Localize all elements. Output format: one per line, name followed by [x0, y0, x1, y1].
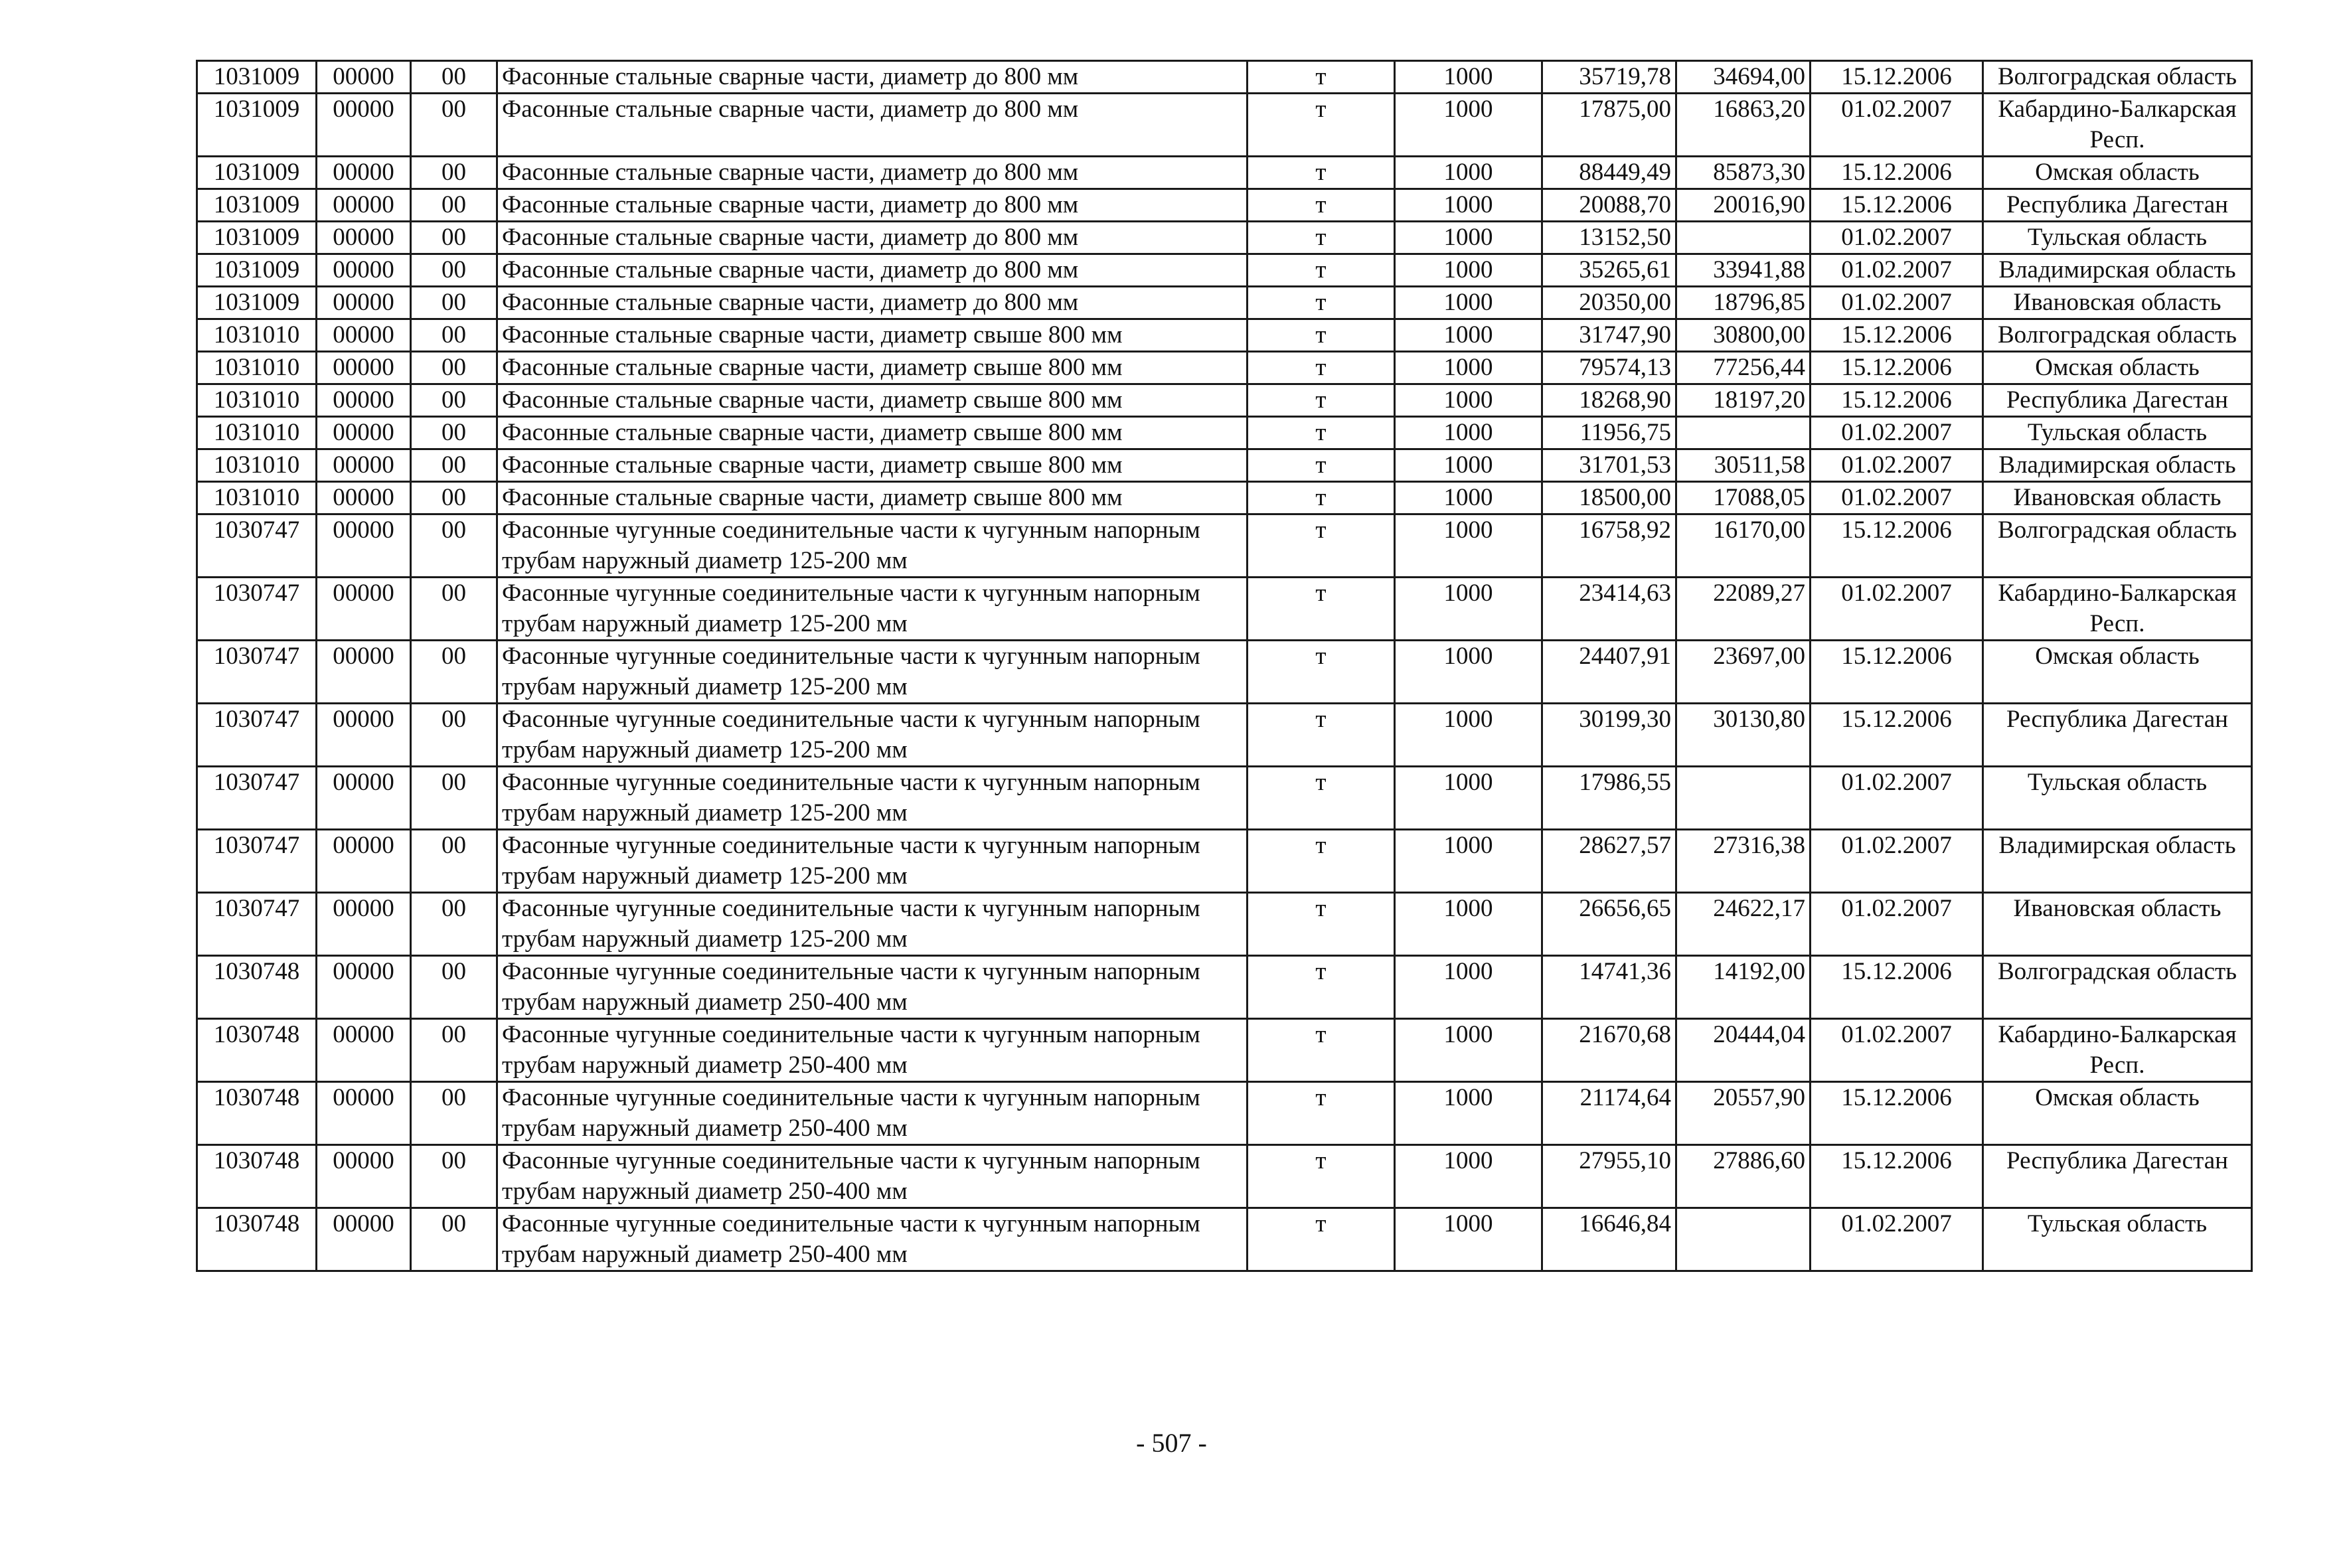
unit-cell: т — [1248, 1019, 1395, 1082]
item-code-cell: 1031010 — [197, 482, 317, 514]
item-name-cell: Фасонные чугунные соединительные части к чугунным напорным трубам наружный диаметр 125-200 мм — [497, 514, 1248, 578]
item-name-cell: Фасонные чугунные соединительные части к чугунным напорным трубам наружный диаметр 125-200 мм — [497, 704, 1248, 767]
item-code-cell: 1031009 — [197, 254, 317, 287]
ext-code-cell: 00 — [411, 1082, 497, 1145]
price-cell: 24407,91 — [1542, 641, 1676, 704]
price-excl-cell: 14192,00 — [1676, 956, 1811, 1019]
item-name-cell: Фасонные стальные сварные части, диаметр до 800 мм — [497, 189, 1248, 222]
table-row — [197, 514, 2252, 578]
price-cell: 18268,90 — [1542, 384, 1676, 417]
quantity-cell: 1000 — [1395, 61, 1542, 94]
ext-code-cell: 00 — [411, 704, 497, 767]
sub-code-cell: 00000 — [317, 578, 411, 641]
region-cell: Волгоградская область — [1983, 956, 2252, 1019]
price-excl-cell: 23697,00 — [1676, 641, 1811, 704]
table-row — [197, 384, 2252, 417]
item-name-cell: Фасонные стальные сварные части, диаметр до 800 мм — [497, 157, 1248, 189]
item-code-cell: 1031009 — [197, 287, 317, 319]
date-cell: 15.12.2006 — [1811, 1082, 1983, 1145]
item-code-cell: 1031010 — [197, 352, 317, 384]
item-code-cell: 1030747 — [197, 830, 317, 893]
region-cell: Ивановская область — [1983, 893, 2252, 956]
ext-code-cell: 00 — [411, 578, 497, 641]
item-code-cell: 1030747 — [197, 514, 317, 578]
table-row — [197, 1145, 2252, 1208]
unit-cell: т — [1248, 893, 1395, 956]
quantity-cell: 1000 — [1395, 956, 1542, 1019]
date-cell: 15.12.2006 — [1811, 641, 1983, 704]
item-code-cell: 1030747 — [197, 893, 317, 956]
price-excl-cell — [1676, 417, 1811, 449]
date-cell: 15.12.2006 — [1811, 514, 1983, 578]
date-cell: 01.02.2007 — [1811, 254, 1983, 287]
price-excl-cell: 30130,80 — [1676, 704, 1811, 767]
region-cell: Тульская область — [1983, 767, 2252, 830]
date-cell: 15.12.2006 — [1811, 1145, 1983, 1208]
table-body — [197, 61, 2252, 1271]
quantity-cell: 1000 — [1395, 1082, 1542, 1145]
unit-cell: т — [1248, 1208, 1395, 1271]
unit-cell: т — [1248, 514, 1395, 578]
unit-cell: т — [1248, 319, 1395, 352]
sub-code-cell: 00000 — [317, 1019, 411, 1082]
sub-code-cell: 00000 — [317, 1082, 411, 1145]
item-code-cell: 1030747 — [197, 767, 317, 830]
price-excl-cell: 18197,20 — [1676, 384, 1811, 417]
table-row — [197, 578, 2252, 641]
sub-code-cell: 00000 — [317, 352, 411, 384]
region-cell: Омская область — [1983, 641, 2252, 704]
sub-code-cell: 00000 — [317, 417, 411, 449]
unit-cell: т — [1248, 578, 1395, 641]
ext-code-cell: 00 — [411, 449, 497, 482]
date-cell: 15.12.2006 — [1811, 61, 1983, 94]
price-excl-cell: 18796,85 — [1676, 287, 1811, 319]
region-cell: Ивановская область — [1983, 482, 2252, 514]
quantity-cell: 1000 — [1395, 352, 1542, 384]
date-cell: 01.02.2007 — [1811, 94, 1983, 157]
price-excl-cell: 85873,30 — [1676, 157, 1811, 189]
quantity-cell: 1000 — [1395, 514, 1542, 578]
quantity-cell: 1000 — [1395, 157, 1542, 189]
sub-code-cell: 00000 — [317, 61, 411, 94]
item-code-cell: 1031009 — [197, 157, 317, 189]
price-cell: 35719,78 — [1542, 61, 1676, 94]
item-name-cell: Фасонные чугунные соединительные части к чугунным напорным трубам наружный диаметр 250-400 мм — [497, 1019, 1248, 1082]
price-cell: 88449,49 — [1542, 157, 1676, 189]
table-row — [197, 1019, 2252, 1082]
sub-code-cell: 00000 — [317, 482, 411, 514]
price-excl-cell — [1676, 1208, 1811, 1271]
item-name-cell: Фасонные стальные сварные части, диаметр до 800 мм — [497, 94, 1248, 157]
sub-code-cell: 00000 — [317, 641, 411, 704]
item-name-cell: Фасонные стальные сварные части, диаметр до 800 мм — [497, 61, 1248, 94]
date-cell: 01.02.2007 — [1811, 767, 1983, 830]
quantity-cell: 1000 — [1395, 1019, 1542, 1082]
unit-cell: т — [1248, 94, 1395, 157]
price-excl-cell — [1676, 222, 1811, 254]
region-cell: Республика Дагестан — [1983, 384, 2252, 417]
date-cell: 01.02.2007 — [1811, 1208, 1983, 1271]
unit-cell: т — [1248, 222, 1395, 254]
item-name-cell: Фасонные стальные сварные части, диаметр свыше 800 мм — [497, 449, 1248, 482]
item-name-cell: Фасонные стальные сварные части, диаметр свыше 800 мм — [497, 352, 1248, 384]
table-row — [197, 830, 2252, 893]
item-code-cell: 1030747 — [197, 578, 317, 641]
price-excl-cell: 33941,88 — [1676, 254, 1811, 287]
table-row — [197, 641, 2252, 704]
unit-cell: т — [1248, 1082, 1395, 1145]
item-name-cell: Фасонные чугунные соединительные части к чугунным напорным трубам наружный диаметр 250-400 мм — [497, 956, 1248, 1019]
price-excl-cell: 16170,00 — [1676, 514, 1811, 578]
unit-cell: т — [1248, 956, 1395, 1019]
table-row — [197, 287, 2252, 319]
item-code-cell: 1030748 — [197, 1082, 317, 1145]
table-row — [197, 157, 2252, 189]
quantity-cell: 1000 — [1395, 641, 1542, 704]
ext-code-cell: 00 — [411, 254, 497, 287]
unit-cell: т — [1248, 352, 1395, 384]
date-cell: 01.02.2007 — [1811, 417, 1983, 449]
quantity-cell: 1000 — [1395, 578, 1542, 641]
sub-code-cell: 00000 — [317, 514, 411, 578]
price-excl-cell: 24622,17 — [1676, 893, 1811, 956]
ext-code-cell: 00 — [411, 94, 497, 157]
date-cell: 15.12.2006 — [1811, 704, 1983, 767]
quantity-cell: 1000 — [1395, 287, 1542, 319]
ext-code-cell: 00 — [411, 1145, 497, 1208]
item-code-cell: 1030748 — [197, 1019, 317, 1082]
price-cell: 31701,53 — [1542, 449, 1676, 482]
page-number: - 507 - — [1136, 1428, 1207, 1458]
region-cell: Омская область — [1983, 157, 2252, 189]
price-cell: 35265,61 — [1542, 254, 1676, 287]
price-cell: 21174,64 — [1542, 1082, 1676, 1145]
date-cell: 15.12.2006 — [1811, 157, 1983, 189]
ext-code-cell: 00 — [411, 482, 497, 514]
quantity-cell: 1000 — [1395, 449, 1542, 482]
region-cell: Республика Дагестан — [1983, 189, 2252, 222]
quantity-cell: 1000 — [1395, 384, 1542, 417]
unit-cell: т — [1248, 704, 1395, 767]
date-cell: 15.12.2006 — [1811, 319, 1983, 352]
item-code-cell: 1031009 — [197, 94, 317, 157]
table-row — [197, 1082, 2252, 1145]
unit-cell: т — [1248, 449, 1395, 482]
unit-cell: т — [1248, 830, 1395, 893]
ext-code-cell: 00 — [411, 319, 497, 352]
item-name-cell: Фасонные стальные сварные части, диаметр до 800 мм — [497, 222, 1248, 254]
price-cell: 17875,00 — [1542, 94, 1676, 157]
price-cell: 30199,30 — [1542, 704, 1676, 767]
price-excl-cell: 27316,38 — [1676, 830, 1811, 893]
price-cell: 79574,13 — [1542, 352, 1676, 384]
item-code-cell: 1031009 — [197, 189, 317, 222]
item-code-cell: 1031010 — [197, 384, 317, 417]
ext-code-cell: 00 — [411, 222, 497, 254]
quantity-cell: 1000 — [1395, 893, 1542, 956]
region-cell: Республика Дагестан — [1983, 704, 2252, 767]
item-name-cell: Фасонные чугунные соединительные части к чугунным напорным трубам наружный диаметр 250-400 мм — [497, 1208, 1248, 1271]
ext-code-cell: 00 — [411, 287, 497, 319]
date-cell: 01.02.2007 — [1811, 578, 1983, 641]
sub-code-cell: 00000 — [317, 704, 411, 767]
price-cell: 20350,00 — [1542, 287, 1676, 319]
price-excl-cell: 27886,60 — [1676, 1145, 1811, 1208]
item-name-cell: Фасонные стальные сварные части, диаметр свыше 800 мм — [497, 319, 1248, 352]
table-row — [197, 893, 2252, 956]
region-cell: Кабардино-Балкарская Респ. — [1983, 1019, 2252, 1082]
table-row — [197, 94, 2252, 157]
date-cell: 15.12.2006 — [1811, 384, 1983, 417]
table-row — [197, 417, 2252, 449]
region-cell: Омская область — [1983, 1082, 2252, 1145]
ext-code-cell: 00 — [411, 1019, 497, 1082]
item-name-cell: Фасонные стальные сварные части, диаметр свыше 800 мм — [497, 384, 1248, 417]
item-code-cell: 1030748 — [197, 1208, 317, 1271]
region-cell: Ивановская область — [1983, 287, 2252, 319]
price-excl-cell: 30800,00 — [1676, 319, 1811, 352]
table-row — [197, 704, 2252, 767]
sub-code-cell: 00000 — [317, 94, 411, 157]
ext-code-cell: 00 — [411, 956, 497, 1019]
ext-code-cell: 00 — [411, 189, 497, 222]
item-name-cell: Фасонные чугунные соединительные части к чугунным напорным трубам наружный диаметр 250-400 мм — [497, 1082, 1248, 1145]
unit-cell: т — [1248, 417, 1395, 449]
price-cell: 31747,90 — [1542, 319, 1676, 352]
price-cell: 26656,65 — [1542, 893, 1676, 956]
price-cell: 13152,50 — [1542, 222, 1676, 254]
table-row — [197, 61, 2252, 94]
region-cell: Волгоградская область — [1983, 514, 2252, 578]
ext-code-cell: 00 — [411, 1208, 497, 1271]
unit-cell: т — [1248, 482, 1395, 514]
table-row — [197, 956, 2252, 1019]
ext-code-cell: 00 — [411, 157, 497, 189]
price-cell: 16646,84 — [1542, 1208, 1676, 1271]
region-cell: Тульская область — [1983, 222, 2252, 254]
table-row — [197, 482, 2252, 514]
price-excl-cell — [1676, 767, 1811, 830]
table-row — [197, 222, 2252, 254]
price-excl-cell: 30511,58 — [1676, 449, 1811, 482]
quantity-cell: 1000 — [1395, 319, 1542, 352]
item-name-cell: Фасонные стальные сварные части, диаметр свыше 800 мм — [497, 417, 1248, 449]
unit-cell: т — [1248, 157, 1395, 189]
quantity-cell: 1000 — [1395, 1145, 1542, 1208]
ext-code-cell: 00 — [411, 384, 497, 417]
quantity-cell: 1000 — [1395, 222, 1542, 254]
item-code-cell: 1031010 — [197, 319, 317, 352]
item-code-cell: 1031010 — [197, 417, 317, 449]
item-name-cell: Фасонные чугунные соединительные части к чугунным напорным трубам наружный диаметр 250-400 мм — [497, 1145, 1248, 1208]
item-code-cell: 1030747 — [197, 641, 317, 704]
item-code-cell: 1030748 — [197, 1145, 317, 1208]
price-excl-cell: 77256,44 — [1676, 352, 1811, 384]
price-cell: 14741,36 — [1542, 956, 1676, 1019]
unit-cell: т — [1248, 189, 1395, 222]
item-name-cell: Фасонные стальные сварные части, диаметр до 800 мм — [497, 254, 1248, 287]
ext-code-cell: 00 — [411, 830, 497, 893]
date-cell: 01.02.2007 — [1811, 287, 1983, 319]
unit-cell: т — [1248, 641, 1395, 704]
region-cell: Волгоградская область — [1983, 61, 2252, 94]
region-cell: Волгоградская область — [1983, 319, 2252, 352]
quantity-cell: 1000 — [1395, 94, 1542, 157]
ext-code-cell: 00 — [411, 352, 497, 384]
quantity-cell: 1000 — [1395, 1208, 1542, 1271]
item-name-cell: Фасонные чугунные соединительные части к чугунным напорным трубам наружный диаметр 125-200 мм — [497, 830, 1248, 893]
item-name-cell: Фасонные чугунные соединительные части к чугунным напорным трубам наружный диаметр 125-200 мм — [497, 893, 1248, 956]
quantity-cell: 1000 — [1395, 704, 1542, 767]
price-cell: 16758,92 — [1542, 514, 1676, 578]
table-row — [197, 254, 2252, 287]
table-row — [197, 449, 2252, 482]
sub-code-cell: 00000 — [317, 319, 411, 352]
table-row — [197, 352, 2252, 384]
unit-cell: т — [1248, 254, 1395, 287]
region-cell: Владимирская область — [1983, 830, 2252, 893]
item-code-cell: 1031010 — [197, 449, 317, 482]
ext-code-cell: 00 — [411, 514, 497, 578]
item-code-cell: 1030748 — [197, 956, 317, 1019]
region-cell: Кабардино-Балкарская Респ. — [1983, 94, 2252, 157]
unit-cell: т — [1248, 384, 1395, 417]
sub-code-cell: 00000 — [317, 287, 411, 319]
price-cell: 28627,57 — [1542, 830, 1676, 893]
unit-cell: т — [1248, 767, 1395, 830]
sub-code-cell: 00000 — [317, 956, 411, 1019]
sub-code-cell: 00000 — [317, 254, 411, 287]
sub-code-cell: 00000 — [317, 189, 411, 222]
sub-code-cell: 00000 — [317, 1208, 411, 1271]
sub-code-cell: 00000 — [317, 893, 411, 956]
unit-cell: т — [1248, 1145, 1395, 1208]
price-table — [196, 60, 2253, 1272]
price-cell: 21670,68 — [1542, 1019, 1676, 1082]
item-name-cell: Фасонные стальные сварные части, диаметр до 800 мм — [497, 287, 1248, 319]
ext-code-cell: 00 — [411, 767, 497, 830]
region-cell: Тульская область — [1983, 417, 2252, 449]
item-name-cell: Фасонные чугунные соединительные части к чугунным напорным трубам наружный диаметр 125-200 мм — [497, 767, 1248, 830]
region-cell: Владимирская область — [1983, 449, 2252, 482]
date-cell: 15.12.2006 — [1811, 956, 1983, 1019]
region-cell: Владимирская область — [1983, 254, 2252, 287]
item-code-cell: 1031009 — [197, 222, 317, 254]
price-excl-cell: 20444,04 — [1676, 1019, 1811, 1082]
price-cell: 17986,55 — [1542, 767, 1676, 830]
sub-code-cell: 00000 — [317, 222, 411, 254]
sub-code-cell: 00000 — [317, 449, 411, 482]
unit-cell: т — [1248, 287, 1395, 319]
date-cell: 01.02.2007 — [1811, 482, 1983, 514]
region-cell: Омская область — [1983, 352, 2252, 384]
date-cell: 15.12.2006 — [1811, 189, 1983, 222]
region-cell: Кабардино-Балкарская Респ. — [1983, 578, 2252, 641]
date-cell: 01.02.2007 — [1811, 449, 1983, 482]
sub-code-cell: 00000 — [317, 384, 411, 417]
date-cell: 01.02.2007 — [1811, 1019, 1983, 1082]
price-cell: 11956,75 — [1542, 417, 1676, 449]
price-excl-cell: 17088,05 — [1676, 482, 1811, 514]
quantity-cell: 1000 — [1395, 417, 1542, 449]
sub-code-cell: 00000 — [317, 767, 411, 830]
item-name-cell: Фасонные чугунные соединительные части к чугунным напорным трубам наружный диаметр 125-200 мм — [497, 641, 1248, 704]
sub-code-cell: 00000 — [317, 157, 411, 189]
price-excl-cell: 22089,27 — [1676, 578, 1811, 641]
price-cell: 23414,63 — [1542, 578, 1676, 641]
date-cell: 01.02.2007 — [1811, 893, 1983, 956]
quantity-cell: 1000 — [1395, 189, 1542, 222]
table-row — [197, 189, 2252, 222]
quantity-cell: 1000 — [1395, 830, 1542, 893]
price-cell: 18500,00 — [1542, 482, 1676, 514]
price-excl-cell: 20557,90 — [1676, 1082, 1811, 1145]
sub-code-cell: 00000 — [317, 830, 411, 893]
quantity-cell: 1000 — [1395, 482, 1542, 514]
item-name-cell: Фасонные чугунные соединительные части к чугунным напорным трубам наружный диаметр 125-200 мм — [497, 578, 1248, 641]
ext-code-cell: 00 — [411, 417, 497, 449]
ext-code-cell: 00 — [411, 61, 497, 94]
sub-code-cell: 00000 — [317, 1145, 411, 1208]
region-cell: Тульская область — [1983, 1208, 2252, 1271]
date-cell: 01.02.2007 — [1811, 222, 1983, 254]
item-code-cell: 1031009 — [197, 61, 317, 94]
date-cell: 15.12.2006 — [1811, 352, 1983, 384]
item-name-cell: Фасонные стальные сварные части, диаметр свыше 800 мм — [497, 482, 1248, 514]
table-row — [197, 767, 2252, 830]
region-cell: Республика Дагестан — [1983, 1145, 2252, 1208]
table-row — [197, 319, 2252, 352]
quantity-cell: 1000 — [1395, 767, 1542, 830]
price-excl-cell: 34694,00 — [1676, 61, 1811, 94]
price-cell: 27955,10 — [1542, 1145, 1676, 1208]
price-excl-cell: 16863,20 — [1676, 94, 1811, 157]
date-cell: 01.02.2007 — [1811, 830, 1983, 893]
table-row — [197, 1208, 2252, 1271]
quantity-cell: 1000 — [1395, 254, 1542, 287]
price-excl-cell: 20016,90 — [1676, 189, 1811, 222]
ext-code-cell: 00 — [411, 641, 497, 704]
item-code-cell: 1030747 — [197, 704, 317, 767]
price-cell: 20088,70 — [1542, 189, 1676, 222]
ext-code-cell: 00 — [411, 893, 497, 956]
unit-cell: т — [1248, 61, 1395, 94]
